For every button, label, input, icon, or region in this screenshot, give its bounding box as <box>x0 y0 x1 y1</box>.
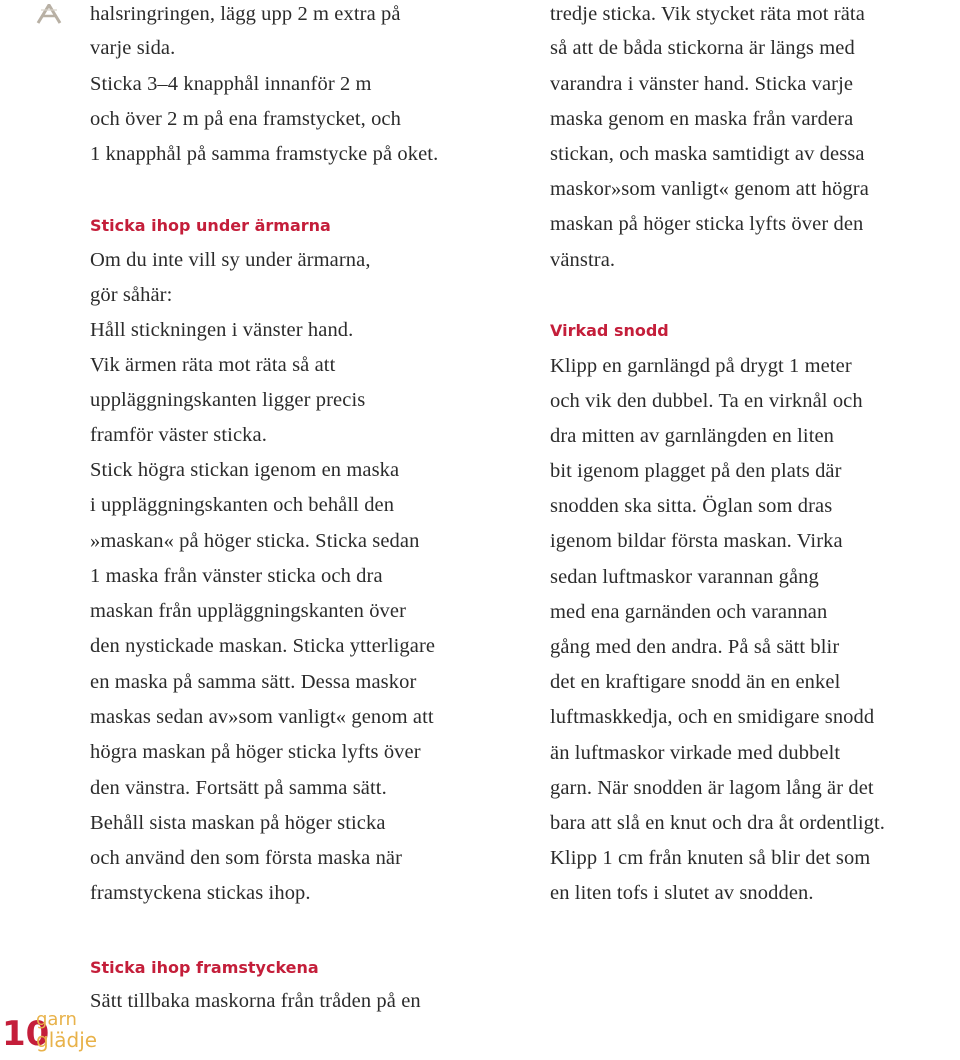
text-line: i uppläggningskanten och behåll den <box>90 494 395 516</box>
text-line: Vik ärmen räta mot räta så att <box>90 354 336 376</box>
text-line: så att de båda stickorna är längs med <box>550 37 855 59</box>
text-line: en maska på samma sätt. Dessa maskor <box>90 671 417 693</box>
text-line: en liten tofs i slutet av snodden. <box>550 882 814 904</box>
text-line: maskor»som vanligt« genom att högra <box>550 178 869 200</box>
text-line: Om du inte vill sy under ärmarna, <box>90 249 371 271</box>
text-line: och över 2 m på ena framstycket, och <box>90 108 401 130</box>
section-heading: Sticka ihop under ärmarna <box>90 216 331 235</box>
text-line: maskas sedan av»som vanligt« genom att <box>90 706 434 728</box>
text-line: den nystickade maskan. Sticka ytterligare <box>90 635 436 657</box>
text-line: snodden ska sitta. Öglan som dras <box>550 495 833 517</box>
text-line: Stick högra stickan igenom en maska <box>90 459 400 481</box>
text-line: luftmaskkedja, och en smidigare snodd <box>550 706 875 728</box>
text-line: och använd den som första maska när <box>90 847 403 869</box>
text-line: dra mitten av garnlängden en liten <box>550 425 835 447</box>
text-line: stickan, och maska samtidigt av dessa <box>550 143 865 165</box>
text-line: Klipp en garnlängd på drygt 1 meter <box>550 355 852 377</box>
text-line: uppläggningskanten ligger precis <box>90 389 366 411</box>
text-line: sedan luftmaskor varannan gång <box>550 566 819 588</box>
text-line: med ena garnänden och varannan <box>550 601 828 623</box>
section-heading: Virkad snodd <box>550 321 669 340</box>
text-line: 1 knapphål på samma framstycke på oket. <box>90 143 439 165</box>
text-line: framför väster sticka. <box>90 424 267 446</box>
text-line: 1 maska från vänster sticka och dra <box>90 565 383 587</box>
text-line: och vik den dubbel. Ta en virknål och <box>550 390 863 412</box>
text-line: varandra i vänster hand. Sticka varje <box>550 73 854 95</box>
text-line: maska genom en maska från vardera <box>550 108 854 130</box>
text-line: Behåll sista maskan på höger sticka <box>90 812 386 834</box>
text-line: bit igenom plagget på den plats där <box>550 460 842 482</box>
text-line: gång med den andra. På så sätt blir <box>550 636 840 658</box>
text-line: den vänstra. Fortsätt på samma sätt. <box>90 777 387 799</box>
text-line: igenom bildar första maskan. Virka <box>550 530 843 552</box>
text-line: garn. När snodden är lagom lång är det <box>550 777 874 799</box>
text-line: halsringringen, lägg upp 2 m extra på <box>90 3 401 25</box>
text-line: maskan på höger sticka lyfts över den <box>550 213 864 235</box>
text-line: tredje sticka. Vik stycket räta mot räta <box>550 3 865 25</box>
text-line: högra maskan på höger sticka lyfts över <box>90 741 421 763</box>
text-line: framstyckena stickas ihop. <box>90 882 311 904</box>
section-heading: Sticka ihop framstyckena <box>90 958 319 977</box>
stylized-a-icon <box>36 4 62 24</box>
text-line: bara att slå en knut och dra åt ordentligt. <box>550 812 886 834</box>
logo-word-gladje: glädje <box>36 1028 98 1052</box>
text-line: det en kraftigare snodd än en enkel <box>550 671 841 693</box>
text-line: maskan från uppläggningskanten över <box>90 600 407 622</box>
text-line: än luftmaskor virkade med dubbelt <box>550 742 841 764</box>
text-line: varje sida. <box>90 37 176 59</box>
text-line: vänstra. <box>550 249 616 271</box>
page-number: 10 <box>2 1014 50 1054</box>
logo-word-garn: garn <box>36 1009 77 1030</box>
text-line: Sticka 3–4 knapphål innanför 2 m <box>90 73 372 95</box>
text-line: »maskan« på höger sticka. Sticka sedan <box>90 530 420 552</box>
text-line: Klipp 1 cm från knuten så blir det som <box>550 847 871 869</box>
text-line: Sätt tillbaka maskorna från tråden på en <box>90 990 421 1012</box>
text-line: Håll stickningen i vänster hand. <box>90 319 354 341</box>
footer-logo <box>0 1010 120 1058</box>
text-line: gör såhär: <box>90 284 173 306</box>
